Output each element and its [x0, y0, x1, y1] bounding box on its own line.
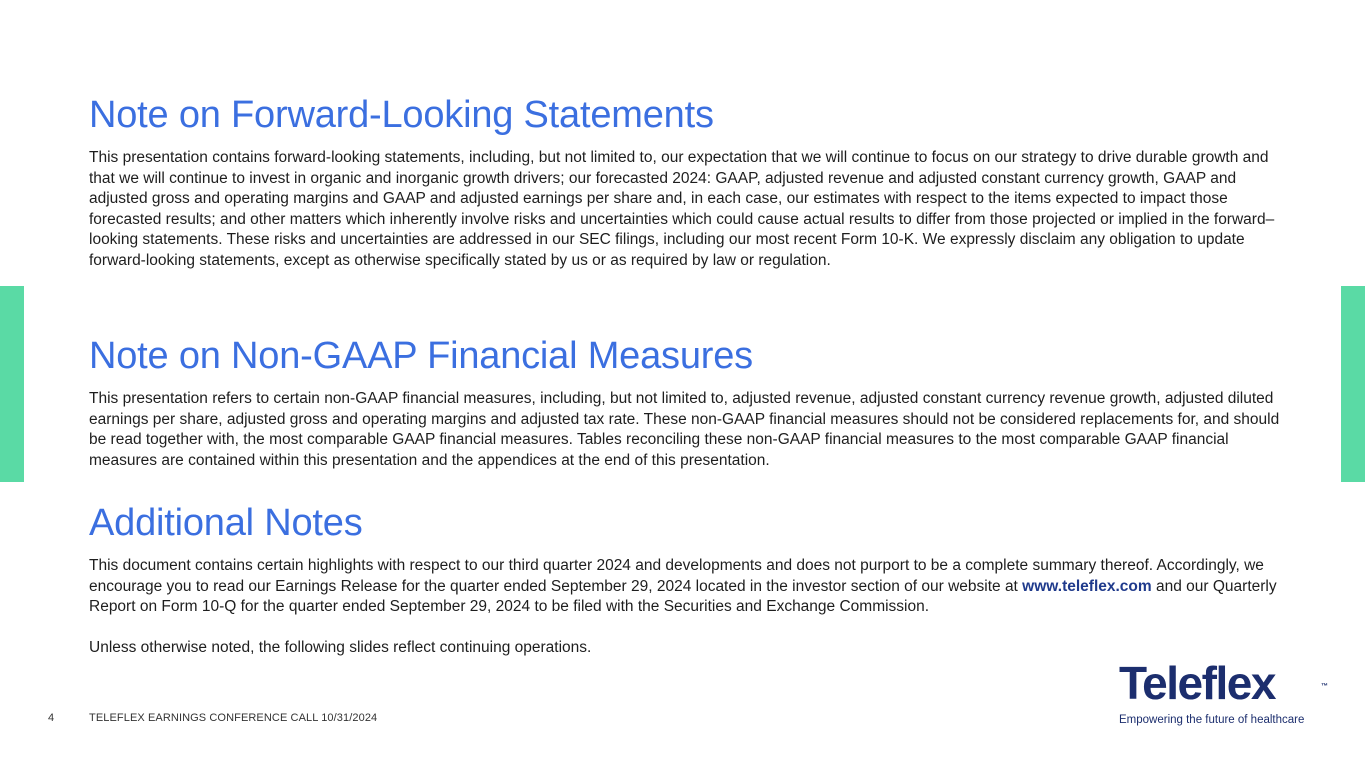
forward-looking-body: This presentation contains forward-looking statements, including, but not limited to, our expectation that we will continue to focus on our strategy to drive durable growth and that we will continue to invest in organic and inorganic growth drivers; our forecasted 2024: GAAP, adjusted revenue and adjusted constant currency growth, GAAP and adjusted gross and operating margins and GAAP and adjusted earnings per share and, in each case, our estimates with respect to the items expected to impact those forecasted results; and other matters which inherently involve risks and uncertainties which could cause actual results to differ from those projected or implied in the forward–looking statements. These risks and uncertainties are addressed in our SEC filings, including our most recent Form 10-K. We expressly disclaim any obligation to update forward-looking statements, except as otherwise specifically stated by us or as required by law or regulation.: [89, 149, 1275, 269]
continuing-operations-note: Unless otherwise noted, the following slides reflect continuing operations.: [89, 638, 592, 656]
footer-text: TELEFLEX EARNINGS CONFERENCE CALL 10/31/2024: [89, 712, 378, 724]
logo-tagline: Empowering the future of healthcare: [1119, 714, 1305, 726]
forward-looking-title: Note on Forward-Looking Statements: [89, 94, 714, 136]
forward-looking-section: [89, 94, 1289, 271]
website-link[interactable]: www.teleflex.com: [1022, 577, 1152, 595]
trademark-symbol: ™: [1321, 683, 1328, 690]
left-accent-bar: [0, 286, 24, 482]
additional-notes-text-2: and our Quarterly Report on Form 10-Q for the quarter ended September 29, 2024 to be filed with the Securities and Exchange Commission.: [89, 577, 1277, 615]
page-number: 4: [48, 712, 55, 724]
additional-notes-body: [89, 556, 1289, 618]
right-accent-bar: [1341, 286, 1365, 482]
logo-wordmark-text: Teleflex: [1119, 657, 1275, 709]
additional-notes-section: [89, 502, 1289, 658]
additional-notes-text-1: This document contains certain highlights with respect to our third quarter 2024 and developments and does not purport to be a complete summary thereof. Accordingly, we encourage you to read our Earnings Release for the quarter ended September 29, 2024 located in the investor section of our website at: [89, 557, 1264, 595]
non-gaap-section: [89, 335, 1289, 471]
teleflex-logo: [1119, 657, 1334, 726]
additional-notes-title: Additional Notes: [89, 502, 363, 544]
non-gaap-body: This presentation refers to certain non-GAAP financial measures, including, but not limited to, adjusted revenue, adjusted constant currency revenue growth, adjusted diluted earnings per share, adjusted gross and operating margins and adjusted tax rate. These non-GAAP financial measures should not be considered replacements for, and should be read together with, the most comparable GAAP financial measures. Tables reconciling these non-GAAP financial measures to the most comparable GAAP financial measures are contained within this presentation and the appendices at the end of this presentation.: [89, 390, 1280, 469]
logo-wordmark: [1119, 657, 1334, 709]
non-gaap-title: Note on Non-GAAP Financial Measures: [89, 335, 753, 377]
